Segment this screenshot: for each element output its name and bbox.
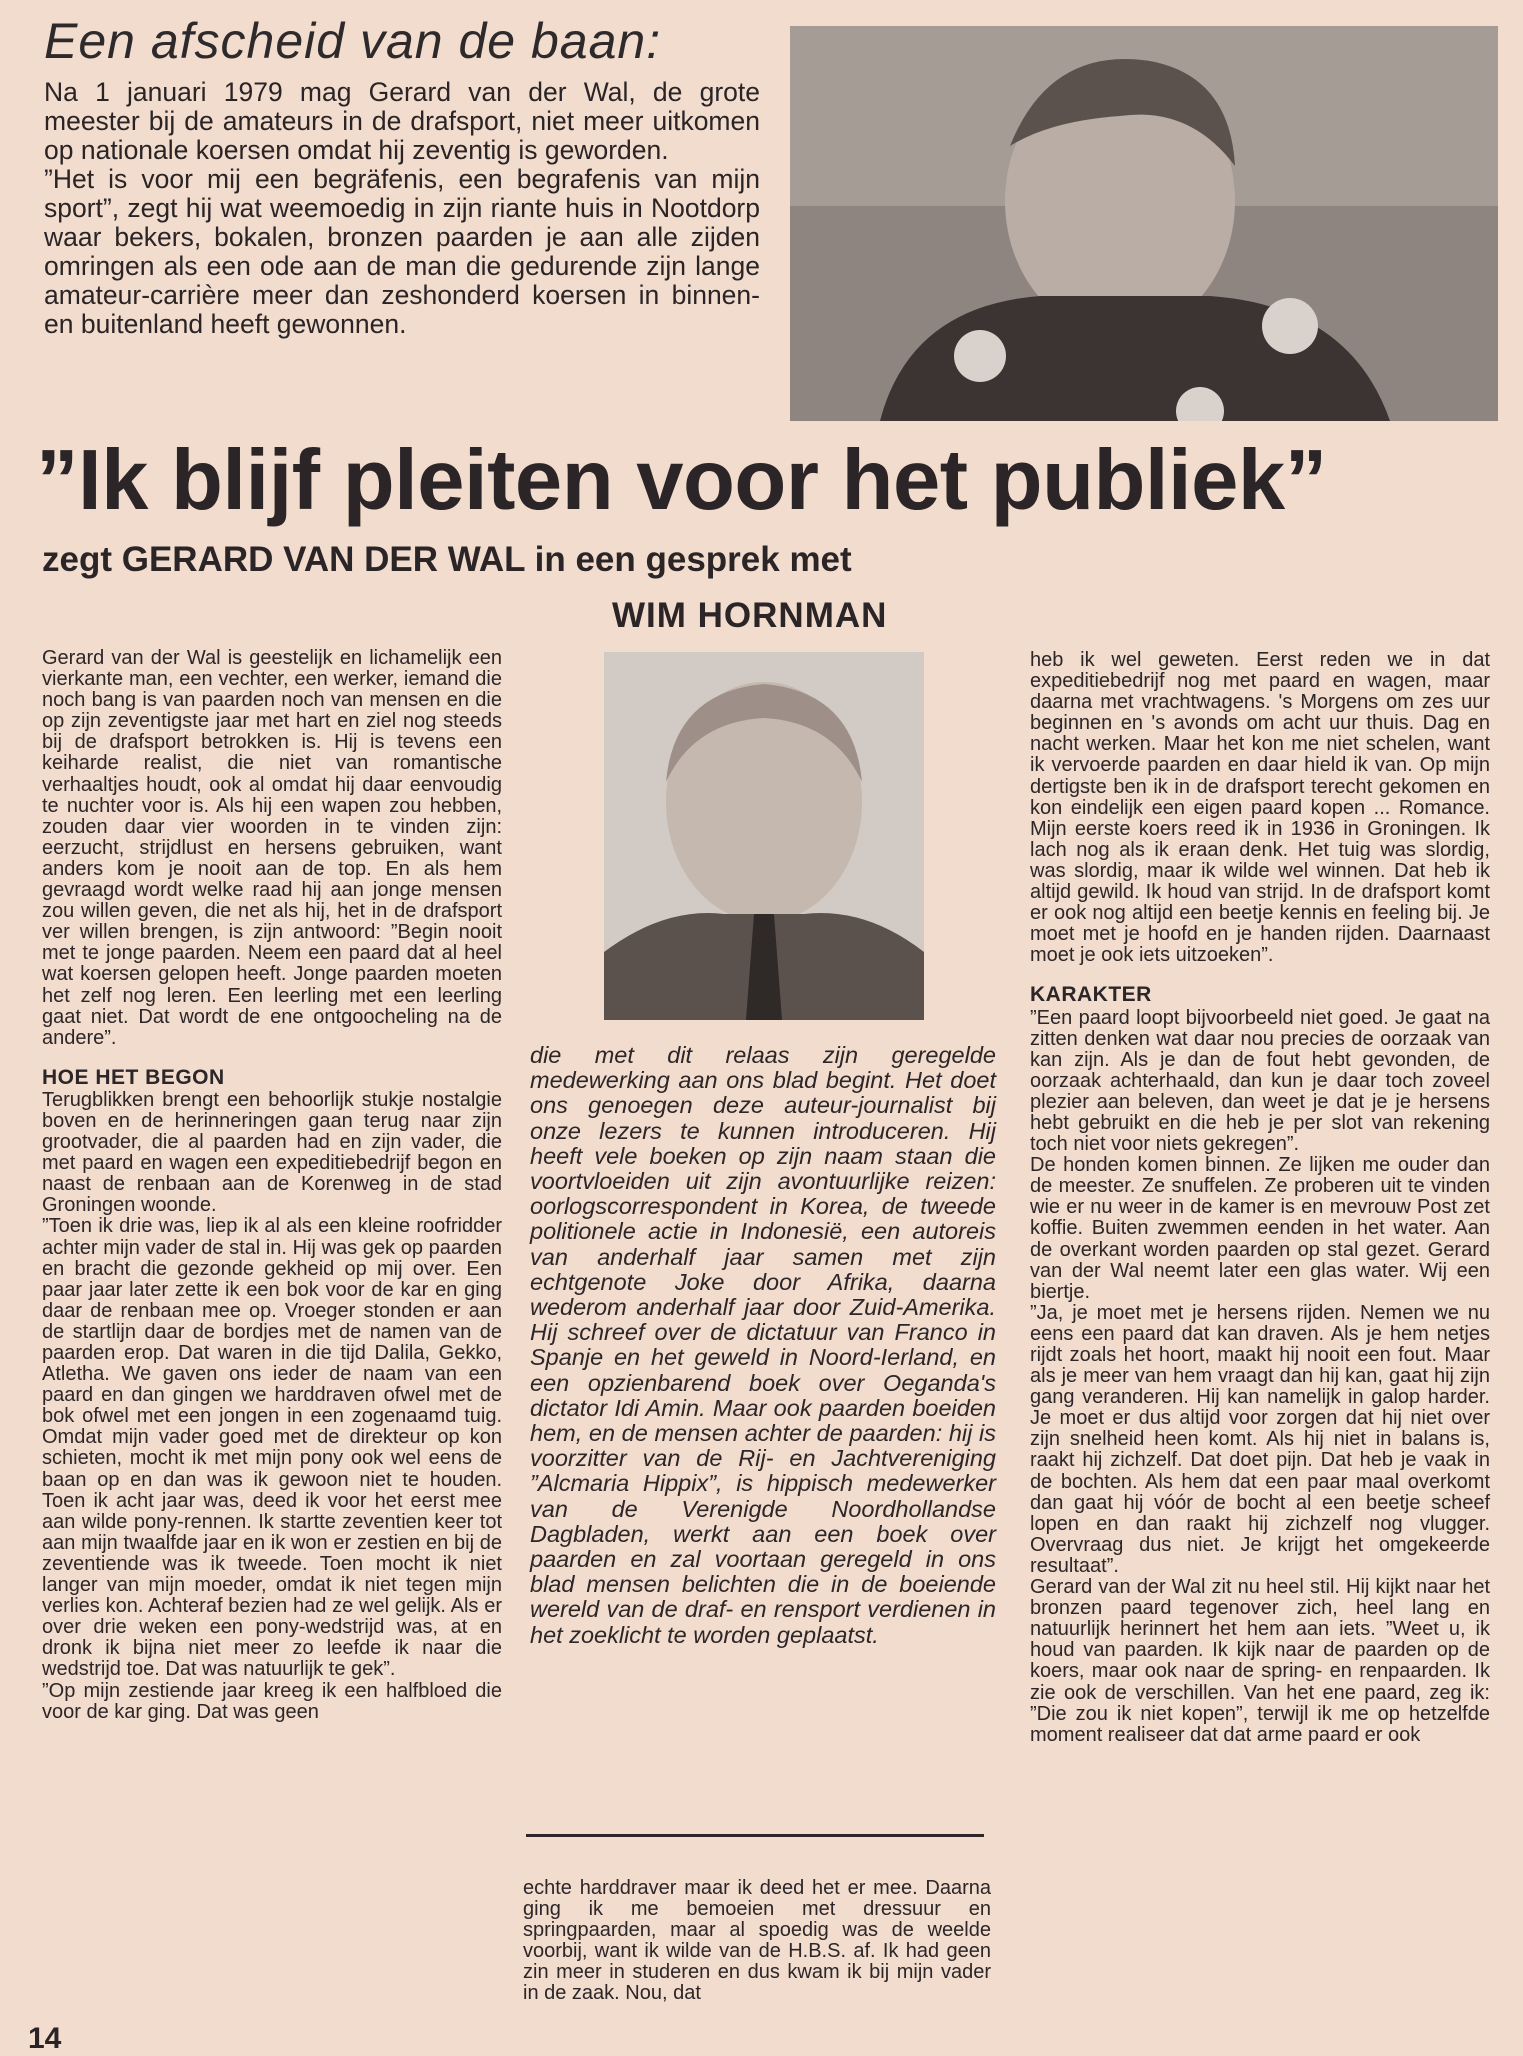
portrait-photo-author: [604, 652, 924, 1020]
headline: ”Ik blijf pleiten voor het publiek”: [36, 433, 1327, 528]
body-paragraph: ”Ja, je moet met je hersens rijden. Nemen we nu eens een paard dat kan draven. Als je hem netjes rijdt zoals het hoort, maakt hij nooit een fout. Maar als je meer van hem vraagt dan hij kan, gaat hij zijn gang veranderen. Hij kan namelijk in galop harder. Je moet er dus altijd voor zorgen dat hij niet over zijn snelheid heen komt. Als hij niet in balans is, raakt hij zichzelf. Dat doet pijn. Dat heb je vaak in de bochten. Als hem dat een paar maal overkomt dan gaat hij vóór de bocht al een beetje scheef lopen en dan raakt hij zichzelf nog vlugger. Overvraag dus niet. Je krijgt het omgekeerde resultaat”.: [1030, 1301, 1490, 1577]
intro-paragraph: die met dit relaas zijn geregelde medewerking aan ons blad begint. Het doet ons genoegen deze auteur-journalist bij onze lezers te kunnen introduceren. Hij heeft vele boeken op zijn naam staan die voortvloeiden uit zijn avontuurlijke reizen: oorlogscorrespondent in Korea, de tweede politionele actie in Indonesië, een autoreis van anderhalf jaar samen met zijn echtgenote Joke door Afrika, daarna wederom anderhalf jaar door Zuid-Amerika. Hij schreef over de dictatuur van Franco in Spanje en het geweld in Noord-Ierland, en een opzienbarend boek over Oeganda's dictator Idi Amin. Maar ook paarden boeiden hem, en de mensen achter de paarden: hij is voorzitter van de Rij- en Jachtvereniging ”Alcmaria Hippix”, is hippisch medewerker van de Verenigde Noordhollandse Dagbladen, werkt aan een boek over paarden en zal voortaan geregeld in ons blad mensen belichten die in de boeiende wereld van de draf- en rensport verdienen in het zoeklicht te worden geplaatst.: [530, 1042, 996, 1648]
body-paragraph: ”Op mijn zestiende jaar kreeg ik een halfbloed die voor de kar ging. Dat was geen: [42, 1679, 502, 1723]
page-number: 14: [28, 2022, 62, 2055]
author-intro: [530, 1043, 996, 1648]
body-paragraph: ”Een paard loopt bijvoorbeeld niet goed. Je gaat na zitten denken wat daar nou precies de oorzaak van kan zijn. Als je dan de fout hebt gevonden, de oorzaak achterhaald, dan kun je daar toch zoveel plezier aan beleven, dan weet je dat je je hersens hebt gebruikt en die heb je per slot van rekening toch niet voor niets gekregen”.: [1030, 1006, 1490, 1156]
lead-text: [44, 78, 760, 339]
portrait-photo-top-image: [790, 26, 1498, 421]
portrait-photo-author-image: [604, 652, 924, 1020]
body-paragraph: Gerard van der Wal zit nu heel stil. Hij kijkt naar het bronzen paard tegenover zich, heel lang en natuurlijk herinnert het hem aan iets. ”Weet u, ik houd van paarden. Ik kijk naar de paarden op de koers, maar ook naar de spring- en renpaarden. Ik zie ook de verschillen. Van het ene paard, zeg ik: ”Die zou ik niet kopen”, terwijl ik me op hetzelfde moment realiseer dat dat arme paard er ook: [1030, 1576, 1490, 1746]
body-paragraph: heb ik wel geweten. Eerst reden we in dat expeditiebedrijf nog met paard en wagen, maar daarna met vrachtwagens. 's Morgens om zes uur beginnen en 's avonds om acht uur thuis. Dag en nacht werken. Maar het kon me niet schelen, want ik vervoerde paarden en daar hield ik van. Op mijn dertigste ben ik in de drafsport terecht gekomen en kon eindelijk een eigen paard kopen ... Romance. Mijn eerste koers reed ik in 1936 in Groningen. Ik lach nog als ik eraan denk. Het tuig was slordig, was slordig, maar ik wilde wel winnen. Dat heb ik altijd gewild. Ik houd van strijd. In de drafsport komt er ook nog altijd een beetje kennis en feeling bij. Je moet met je hoofd en je handen rijden. Daarnaast moet je ook iets uitzoeken”.: [1030, 649, 1490, 967]
kicker: Een afscheid van de baan:: [44, 13, 662, 69]
body-paragraph: Terugblikken brengt een behoorlijk stukje nostalgie boven en de herinneringen gaan terug naar zijn grootvader, die al paarden had en zijn vader, die met paard en wagen een expeditiebedrijf begon en naast de renbaan aan de Korenweg in de stad Groningen woonde.: [42, 1088, 502, 1217]
lead-paragraph: ”Het is voor mij een begräfenis, een begrafenis van mijn sport”, zegt hij wat weemoedig in zijn riante huis in Nootdorp waar bekers, bokalen, bronzen paarden je aan alle zijden omringen als een ode aan de man die gedurende zijn lange amateur-carrière meer dan zeshonderd koersen in binnen- en buitenland heeft gewonnen.: [44, 164, 760, 339]
column-middle-bottom: [523, 1878, 991, 2005]
byline: WIM HORNMAN: [612, 596, 888, 635]
body-paragraph: echte harddraver maar ik deed het er mee. Daarna ging ik me bemoeien met dressuur en springpaarden, maar al spoedig was de weelde voorbij, want ik wilde van de H.B.S. af. Ik had geen zin meer in studeren en dus kwam ik bij mijn vader in de zaak. Nou, dat: [523, 1877, 991, 2005]
column-right: [1030, 650, 1490, 1746]
body-paragraph: De honden komen binnen. Ze lijken me ouder dan de meester. Ze snuffelen. Ze proberen uit te vinden wie er nu weer in de kamer is en mevrouw Post zet koffie. Buiten zwemmen eenden in het water. Aan de overkant worden paarden op stal gezet. Gerard van der Wal neemt later een glas water. Wij een biertje.: [1030, 1154, 1490, 1303]
column-left: [42, 648, 502, 1723]
portrait-photo-top: [790, 26, 1498, 421]
section-heading: HOE HET BEGON: [42, 1065, 225, 1089]
subheadline: zegt GERARD VAN DER WAL in een gesprek met: [42, 540, 852, 579]
divider: [526, 1834, 984, 1837]
lead-paragraph: Na 1 januari 1979 mag Gerard van der Wal, de grote meester bij de amateurs in de drafsport, niet meer uitkomen op nationale koersen omdat hij zeventig is geworden.: [44, 77, 760, 165]
body-paragraph: ”Toen ik drie was, liep ik al als een kleine roofridder achter mijn vader de stal in. Hij was gek op paarden en bracht die gezonde gekheid op mij over. Een paar jaar later zette ik een bok voor de kar en ging daar de renbaan mee op. Vroeger stonden er aan de startlijn daar de bordjes met de namen van de paarden erop. Dat waren in die tijd Dalila, Gekko, Atletha. We gaven ons ieder de naam van een paard en dan gingen we harddraven ofwel met de bok ofwel met een jongen in een zogenaamd tuig. Omdat mijn vader goed met de direkteur op kon schieten, mocht ik met mijn pony ook wel eens de baan op en dan was ik gewoon niet te houden. Toen ik acht jaar was, deed ik voor het eerst mee aan wilde pony-rennen. Ik startte zeventien keer tot aan mijn twaalfde jaar en ik won er zestien en bij de zeventiende was ik tweede. Toen mocht ik niet langer van mijn moeder, omdat ik niet tegen mijn verlies kon. Achteraf bezien had ze wel gelijk. Als er over drie weken een pony-wedstrijd was, at en dronk ik bijna niet meer zo leefde ik naar die wedstrijd toe. Dat was natuurlijk te gek”.: [42, 1215, 502, 1681]
section-heading: KARAKTER: [1030, 983, 1152, 1007]
body-paragraph: Gerard van der Wal is geestelijk en lichamelijk een vierkante man, een vechter, een werker, iemand die noch bang is van paarden noch van mensen en die op zijn zeventigste jaar met hart en ziel nog steeds bij de drafsport betrokken is. Hij is tevens een keiharde realist, die niet van romantische verhaaltjes houdt, ook al omdat hij daar eenvoudig te nuchter voor is. Als hij een wapen zou hebben, zouden daar vier woorden in te vinden zijn: eerzucht, strijdlust en hersens gebruiken, want anders kom je nooit aan de top. En als hem gevraagd wordt welke raad hij aan jonge mensen zou willen geven, die net als hij, het in de drafsport ver willen brengen, is zijn antwoord: ”Begin nooit met te jonge paarden. Neem een paard dat al heel wat koersen gelopen heeft. Jonge paarden moeten het zelf nog leren. Een leerling met een leerling gaat niet. Dat wordt de ene ontgoocheling na de andere”.: [42, 647, 502, 1049]
